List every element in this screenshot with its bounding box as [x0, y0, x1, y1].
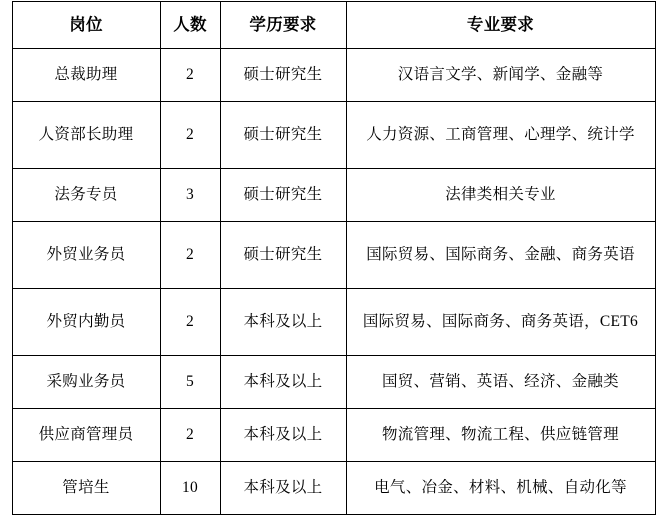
cell-education: 硕士研究生	[220, 49, 346, 102]
table-row	[12, 169, 655, 222]
table-row	[12, 409, 655, 462]
table-row	[12, 462, 655, 515]
cell-major: 国际贸易、国际商务、商务英语，CET6	[346, 289, 655, 356]
cell-major: 国际贸易、国际商务、金融、商务英语	[346, 222, 655, 289]
table-row	[12, 356, 655, 409]
cell-major: 物流管理、物流工程、供应链管理	[346, 409, 655, 462]
table-body	[12, 49, 655, 515]
cell-post: 外贸业务员	[12, 222, 160, 289]
column-header-education: 学历要求	[220, 2, 346, 49]
table-row	[12, 102, 655, 169]
table-row	[12, 222, 655, 289]
table-row	[12, 49, 655, 102]
cell-education: 硕士研究生	[220, 169, 346, 222]
cell-count: 2	[160, 102, 220, 169]
cell-post: 总裁助理	[12, 49, 160, 102]
cell-education: 硕士研究生	[220, 222, 346, 289]
cell-education: 本科及以上	[220, 289, 346, 356]
cell-count: 2	[160, 49, 220, 102]
cell-count: 10	[160, 462, 220, 515]
table-row	[12, 289, 655, 356]
cell-count: 5	[160, 356, 220, 409]
cell-post: 管培生	[12, 462, 160, 515]
job-requirements-table	[12, 1, 656, 515]
cell-post: 法务专员	[12, 169, 160, 222]
cell-education: 本科及以上	[220, 409, 346, 462]
cell-count: 2	[160, 222, 220, 289]
cell-post: 供应商管理员	[12, 409, 160, 462]
table-header	[12, 2, 655, 49]
cell-count: 2	[160, 289, 220, 356]
cell-count: 2	[160, 409, 220, 462]
cell-major: 国贸、营销、英语、经济、金融类	[346, 356, 655, 409]
cell-education: 本科及以上	[220, 462, 346, 515]
column-header-post: 岗位	[12, 2, 160, 49]
column-header-major: 专业要求	[346, 2, 655, 49]
cell-count: 3	[160, 169, 220, 222]
cell-post: 人资部长助理	[12, 102, 160, 169]
cell-major: 电气、冶金、材料、机械、自动化等	[346, 462, 655, 515]
column-header-count: 人数	[160, 2, 220, 49]
cell-major: 汉语言文学、新闻学、金融等	[346, 49, 655, 102]
table-header-row	[12, 2, 655, 49]
cell-major: 人力资源、工商管理、心理学、统计学	[346, 102, 655, 169]
cell-post: 采购业务员	[12, 356, 160, 409]
cell-major: 法律类相关专业	[346, 169, 655, 222]
cell-education: 硕士研究生	[220, 102, 346, 169]
cell-post: 外贸内勤员	[12, 289, 160, 356]
cell-education: 本科及以上	[220, 356, 346, 409]
